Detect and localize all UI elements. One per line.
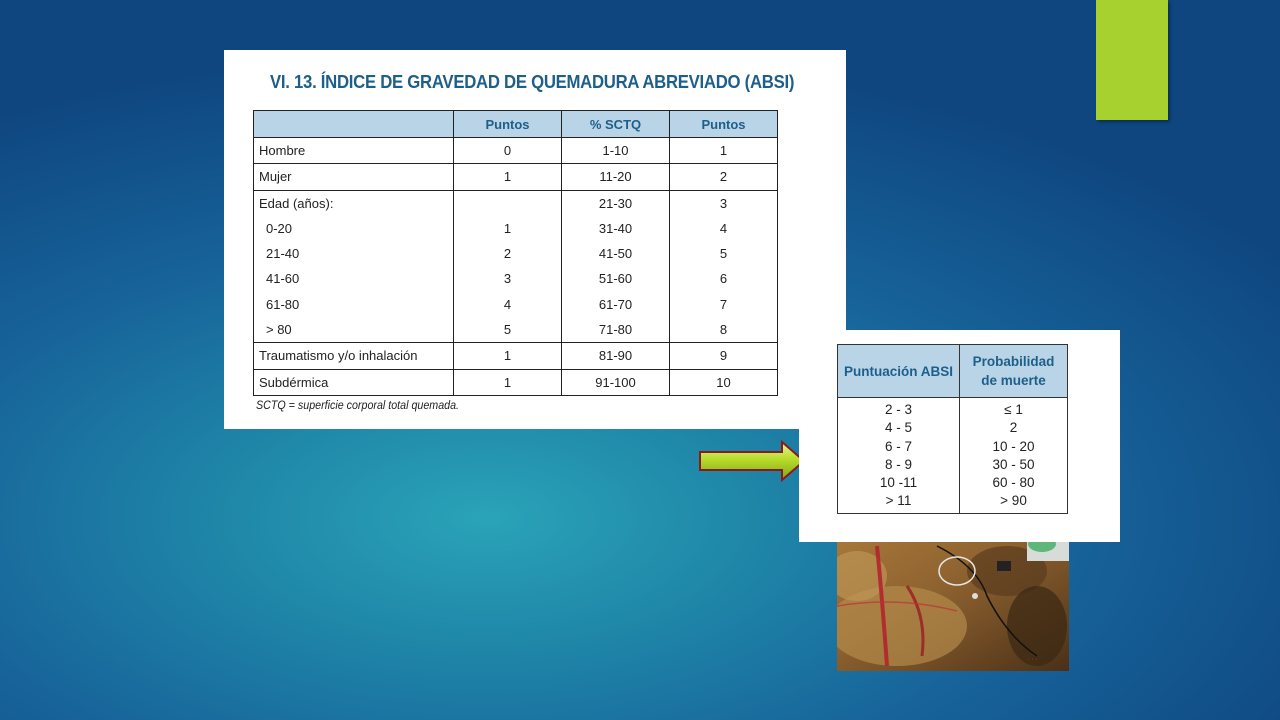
row-puntos-2: 2 <box>719 169 728 185</box>
row-sctq: 41-50 <box>598 246 633 262</box>
mortality-header-row <box>838 345 1068 398</box>
death-probability-value: 60 - 80 <box>992 475 1035 491</box>
row-puntos: 1 <box>503 374 512 390</box>
row-puntos: 0 <box>503 143 512 158</box>
row-sctq: 91-100 <box>595 374 636 390</box>
death-probability-value: ≤ 1 <box>1004 402 1023 417</box>
mortality-panel <box>799 330 1120 542</box>
table-row <box>254 164 778 190</box>
burn-patient-photo <box>837 536 1069 671</box>
row-sctq: 71-80 <box>598 322 633 338</box>
row-puntos-2: 3 <box>719 195 728 211</box>
age-group-label: 61-80 <box>266 296 300 312</box>
age-group-puntos: 1 <box>503 220 512 236</box>
row-sctq: 21-30 <box>598 195 633 211</box>
age-group-label: 41-60 <box>266 271 300 287</box>
header-absi-score: Puntuación ABSI <box>838 345 960 398</box>
absi-score-value: 2 - 3 <box>884 402 912 417</box>
row-puntos-2: 1 <box>719 143 728 158</box>
table-row <box>254 343 778 369</box>
age-group-puntos: 3 <box>503 271 512 287</box>
row-label: Hombre <box>259 143 306 158</box>
row-puntos-2: 6 <box>719 271 728 287</box>
absi-score-value: 10 -11 <box>879 475 918 491</box>
table-row <box>254 369 778 395</box>
mortality-body-row <box>838 398 1068 514</box>
header-empty <box>254 111 454 138</box>
row-label: Edad (años): <box>259 195 334 211</box>
row-sctq: 61-70 <box>598 296 633 312</box>
age-group-label: 21-40 <box>266 246 300 262</box>
age-group-puntos: 5 <box>503 322 512 338</box>
absi-score-value: 8 - 9 <box>884 456 912 472</box>
row-sctq: 1-10 <box>602 143 629 158</box>
death-probability-value: 2 <box>1009 420 1018 436</box>
absi-score-value: > 11 <box>885 493 912 509</box>
table-row-edad <box>254 190 778 343</box>
table-row <box>254 138 778 164</box>
row-sctq: 51-60 <box>598 271 633 287</box>
mortality-table <box>837 344 1068 514</box>
table-header-row <box>254 111 778 138</box>
row-sctq: 31-40 <box>598 220 633 236</box>
row-puntos-2: 8 <box>719 322 728 338</box>
age-group-label: 0-20 <box>266 220 293 236</box>
absi-score-value: 4 - 5 <box>884 420 912 436</box>
absi-table-panel <box>224 50 846 429</box>
table-footnote: SCTQ = superficie corporal total quemada. <box>256 400 460 412</box>
death-probability-value: 10 - 20 <box>992 438 1035 454</box>
absi-score-value: 6 - 7 <box>884 438 912 454</box>
row-puntos-2: 5 <box>719 246 728 262</box>
row-puntos-2: 10 <box>716 374 731 390</box>
right-arrow-icon <box>698 440 806 482</box>
row-puntos-2: 4 <box>719 220 728 236</box>
death-probability-value: > 90 <box>1000 493 1027 509</box>
row-puntos: 1 <box>503 348 512 364</box>
accent-bar <box>1096 0 1168 120</box>
row-label: Subdérmica <box>259 374 329 390</box>
age-group-puntos: 2 <box>503 246 512 262</box>
age-group-label: > 80 <box>266 322 292 338</box>
row-sctq: 81-90 <box>598 348 633 364</box>
absi-table <box>253 110 778 396</box>
row-label: Mujer <box>259 169 292 185</box>
header-sctq: % SCTQ <box>562 111 670 138</box>
header-puntos-2: Puntos <box>670 111 778 138</box>
header-death-probability: Probabilidad de muerte <box>960 345 1068 398</box>
row-puntos-2: 9 <box>719 348 728 364</box>
row-sctq: 11-20 <box>599 169 632 185</box>
row-puntos-2: 7 <box>719 296 728 312</box>
row-puntos: 1 <box>503 169 512 185</box>
svg-text:· · ·: · · · <box>1027 656 1038 663</box>
table-title: VI. 13. ÍNDICE DE GRAVEDAD DE QUEMADURA ABREVIADO (ABSI) <box>270 72 795 92</box>
row-label: Traumatismo y/o inhalación <box>259 348 418 364</box>
age-group-puntos: 4 <box>503 296 512 312</box>
header-puntos: Puntos <box>454 111 562 138</box>
death-probability-value: 30 - 50 <box>992 456 1035 472</box>
